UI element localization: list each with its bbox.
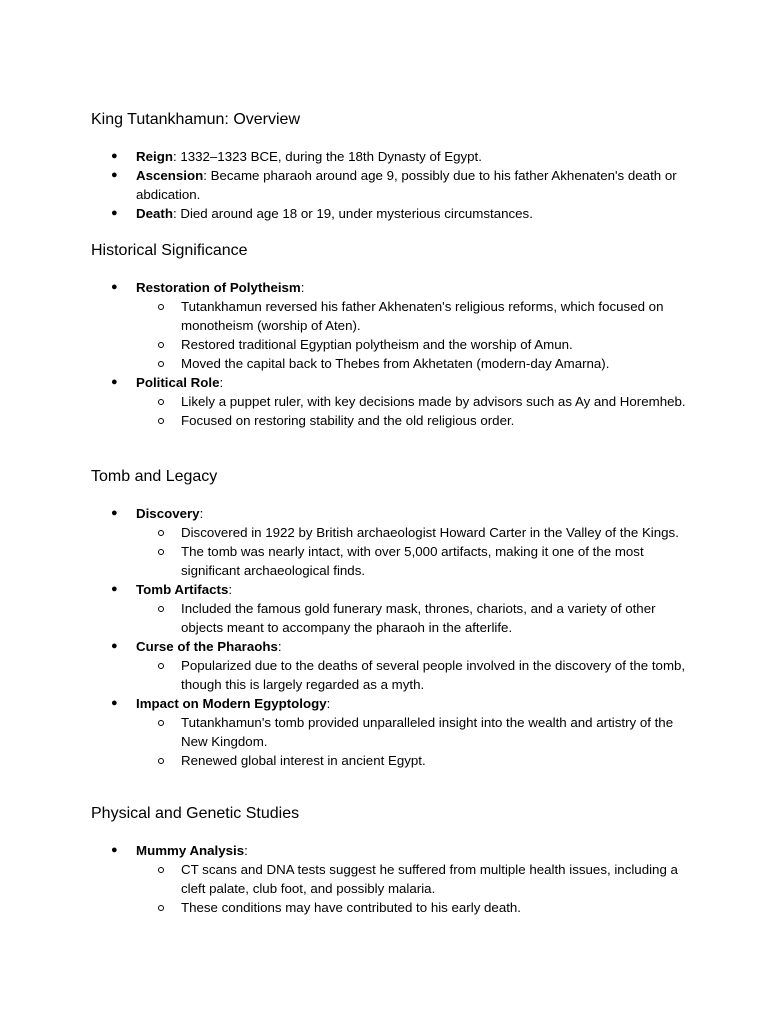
sub-list — [136, 713, 691, 770]
bullet-dot-icon: ● — [111, 376, 118, 388]
bullet-dot-icon: ● — [111, 507, 118, 519]
list-item — [91, 204, 691, 223]
sub-item-text: Tutankhamun reversed his father Akhenaten's religious reforms, which focused on monotheism (worship of Aten). — [181, 299, 664, 333]
list-item — [91, 694, 691, 770]
item-text: : — [244, 843, 248, 858]
item-term: Political Role — [136, 375, 220, 390]
bullet-dot-icon: ● — [111, 150, 118, 162]
section-heading: King Tutankhamun: Overview — [91, 111, 300, 128]
item-term: Ascension — [136, 168, 204, 183]
section-heading: Tomb and Legacy — [91, 468, 218, 485]
hollow-bullet-icon — [158, 758, 164, 764]
sub-list-item — [136, 335, 691, 354]
hollow-bullet-icon — [158, 361, 164, 367]
sub-item-text: Moved the capital back to Thebes from Akhetaten (modern-day Amarna). — [181, 356, 610, 371]
sub-list — [136, 599, 691, 637]
sub-list-item — [136, 713, 691, 751]
bullet-dot-icon: ● — [111, 583, 118, 595]
item-term: Restoration of Polytheism — [136, 280, 301, 295]
bullet-dot-icon: ● — [111, 844, 118, 856]
list-item — [91, 166, 691, 204]
item-term: Death — [136, 206, 173, 221]
hollow-bullet-icon — [158, 399, 164, 405]
sub-list-item — [136, 860, 691, 898]
sub-list — [136, 297, 691, 373]
item-text: : — [199, 506, 204, 521]
sub-list-item — [136, 523, 691, 542]
bullet-list — [91, 841, 691, 917]
item-text: : — [326, 696, 331, 711]
sub-list — [136, 523, 691, 580]
sub-item-text: The tomb was nearly intact, with over 5,000 artifacts, making it one of the most significant archaeological finds. — [181, 544, 644, 578]
item-text: : — [228, 582, 233, 597]
hollow-bullet-icon — [158, 549, 164, 555]
sub-item-text: Included the famous gold funerary mask, thrones, chariots, and a variety of other objects meant to accompany the pharaoh in the afterlife. — [181, 601, 656, 635]
bullet-dot-icon: ● — [111, 697, 118, 709]
bullet-dot-icon: ● — [111, 207, 118, 219]
hollow-bullet-icon — [158, 418, 164, 424]
item-term: Impact on Modern Egyptology — [136, 696, 327, 711]
sub-list — [136, 656, 691, 694]
bullet-dot-icon: ● — [111, 640, 118, 652]
hollow-bullet-icon — [158, 720, 164, 726]
item-text: : 1332–1323 BCE, during the 18th Dynasty of Egypt. — [172, 149, 482, 164]
sub-list-item — [136, 656, 691, 694]
item-text: : — [300, 280, 305, 295]
sub-item-text: Renewed global interest in ancient Egypt. — [181, 753, 426, 768]
list-item — [91, 504, 691, 580]
bullet-list — [91, 278, 691, 430]
list-item — [91, 373, 691, 430]
sub-item-text: Focused on restoring stability and the old religious order. — [181, 413, 515, 428]
list-item — [91, 841, 691, 917]
bullet-list — [91, 504, 691, 770]
item-text: : — [219, 375, 224, 390]
sub-item-text: Popularized due to the deaths of several people involved in the discovery of the tomb, though this is largely regarded as a myth. — [181, 658, 686, 692]
hollow-bullet-icon — [158, 663, 164, 669]
sub-list-item — [136, 542, 691, 580]
hollow-bullet-icon — [158, 867, 164, 873]
bullet-list — [91, 147, 691, 223]
item-text: : — [277, 639, 282, 654]
sub-list — [136, 860, 691, 917]
item-term: Curse of the Pharaohs — [136, 639, 278, 654]
sub-list-item — [136, 411, 691, 430]
sub-item-text: Likely a puppet ruler, with key decisions made by advisors such as Ay and Horemheb. — [181, 394, 686, 409]
sub-item-text: Tutankhamun's tomb provided unparalleled insight into the wealth and artistry of the New Kingdom. — [181, 715, 674, 749]
item-term: Reign — [136, 149, 173, 164]
hollow-bullet-icon — [158, 342, 164, 348]
item-term: Discovery — [136, 506, 200, 521]
hollow-bullet-icon — [158, 530, 164, 536]
hollow-bullet-icon — [158, 905, 164, 911]
hollow-bullet-icon — [158, 606, 164, 612]
hollow-bullet-icon — [158, 304, 164, 310]
list-item — [91, 637, 691, 694]
section-heading: Historical Significance — [91, 242, 248, 259]
sub-list-item — [136, 392, 691, 411]
sub-list-item — [136, 354, 691, 373]
item-term: Mummy Analysis — [136, 843, 245, 858]
sub-item-text: Restored traditional Egyptian polytheism and the worship of Amun. — [181, 337, 573, 352]
bullet-dot-icon: ● — [111, 281, 118, 293]
item-text: : Became pharaoh around age 9, possibly due to his father Akhenaten's death or abdication. — [136, 168, 677, 202]
sub-list-item — [136, 297, 691, 335]
list-item — [91, 278, 691, 373]
sub-list-item — [136, 599, 691, 637]
list-item — [91, 147, 691, 166]
list-item — [91, 580, 691, 637]
bullet-dot-icon: ● — [111, 169, 118, 181]
sub-item-text: CT scans and DNA tests suggest he suffered from multiple health issues, including a cleft palate, club foot, and possibly malaria. — [181, 862, 678, 896]
item-term: Tomb Artifacts — [136, 582, 229, 597]
section-heading: Physical and Genetic Studies — [91, 805, 300, 822]
sub-item-text: These conditions may have contributed to his early death. — [181, 900, 522, 915]
sub-list-item — [136, 898, 691, 917]
item-text: : Died around age 18 or 19, under mysterious circumstances. — [172, 206, 533, 221]
sub-list — [136, 392, 691, 430]
sub-list-item — [136, 751, 691, 770]
sub-item-text: Discovered in 1922 by British archaeologist Howard Carter in the Valley of the Kings. — [181, 525, 679, 540]
